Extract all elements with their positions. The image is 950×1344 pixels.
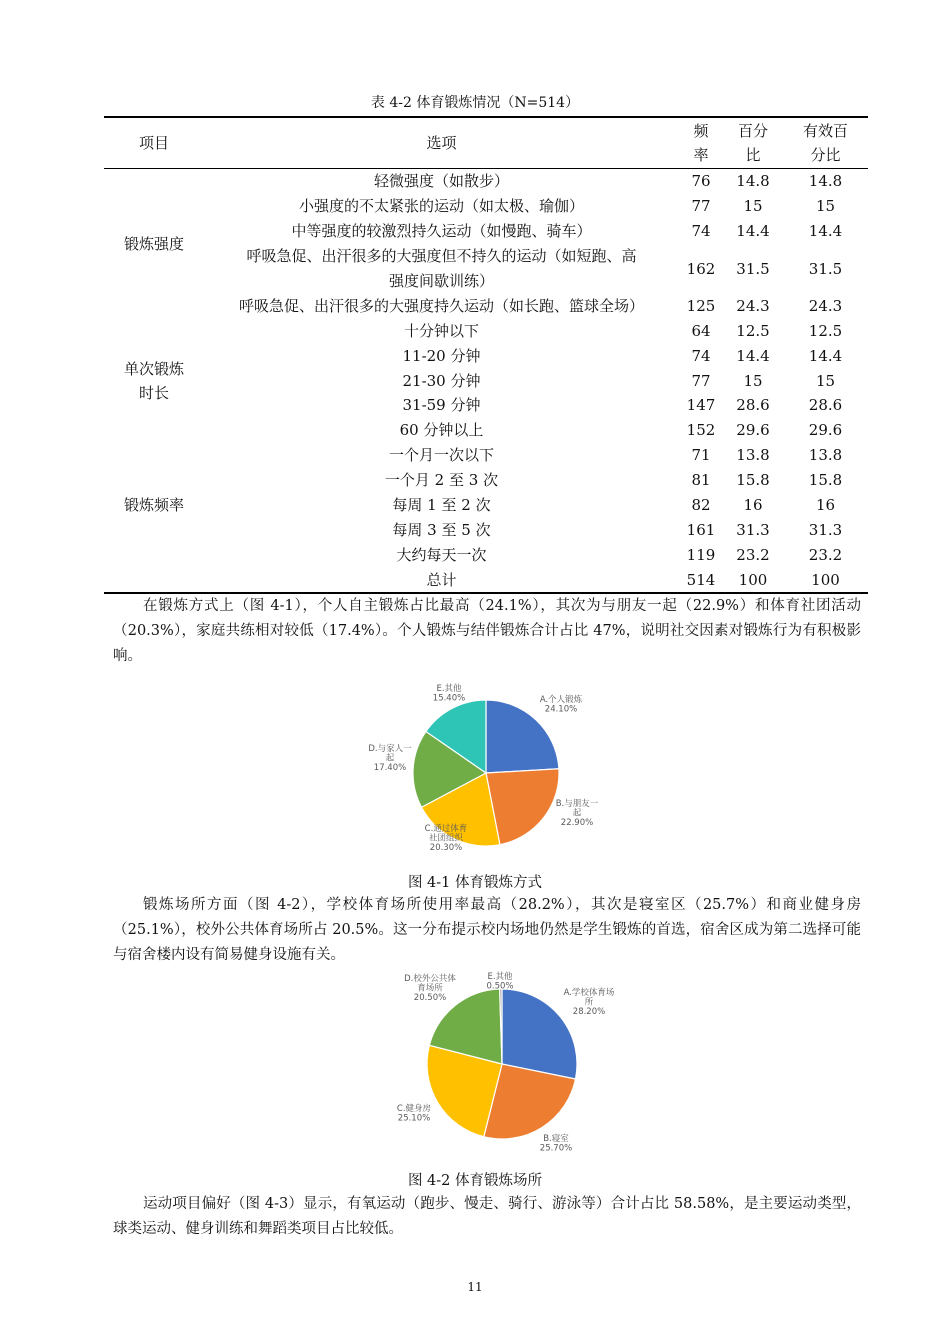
freq-cell: 119	[686, 545, 716, 564]
valid-cell: 29.6	[808, 421, 843, 440]
freq-cell: 74	[691, 222, 711, 241]
paragraph-exercise-mode: 在锻炼方式上（图 4-1），个人自主锻炼占比最高（24.1%），其次为与朋友一起（22.9%）和体育社团活动（20.3%），家庭共练相对较低（17.4%）。个人锻炼与结伴锻炼合计占比 47%，说明社交因素对锻炼行为有积极影响。	[113, 598, 861, 664]
pct-cell: 13.8	[736, 446, 770, 465]
header-frequency: 频 率	[693, 122, 709, 164]
figure-exercise-mode	[0, 678, 950, 868]
table-row	[104, 293, 868, 318]
freq-cell: 125	[686, 296, 716, 315]
option-cell: 中等强度的较激烈持久运动（如慢跑、骑车）	[291, 222, 592, 241]
option-cell: 一个月一次以下	[388, 446, 494, 465]
table-row	[104, 418, 868, 443]
option-cell: 小强度的不太紧张的运动（如太极、瑜伽）	[298, 197, 584, 216]
page-number: 11	[467, 1280, 483, 1294]
pct-cell: 15.8	[736, 471, 770, 490]
pie-slice	[502, 989, 577, 1079]
table-row	[104, 393, 868, 418]
option-cell: 21-30 分钟	[402, 371, 481, 390]
pie-slice-label: E.其他 15.40%	[432, 684, 466, 704]
option-cell-line1: 呼吸急促、出汗很多的大强度但不持久的运动（如短跑、高	[246, 247, 637, 266]
freq-cell: 161	[686, 520, 716, 539]
table-row	[104, 244, 868, 269]
pct-cell: 100	[738, 570, 768, 589]
freq-cell: 82	[691, 496, 711, 515]
valid-cell: 31.3	[808, 520, 843, 539]
category-intensity: 锻炼强度	[123, 234, 184, 253]
header-percent: 百分 比	[737, 122, 768, 164]
valid-cell: 100	[811, 570, 840, 589]
paragraph-exercise-venue: 锻炼场所方面（图 4-2），学校体育场所使用率最高（28.2%），其次是寝室区（25.7%）和商业健身房（25.1%），校外公共体育场所占 20.5%。这一分布提示校内场地仍然是学生锻炼的首选，宿舍区成为第二选择可能与宿舍楼内设有简易健身设施有关。	[113, 897, 861, 963]
figure-caption-4-1: 图 4-1 体育锻炼方式	[407, 875, 543, 891]
valid-cell: 28.6	[808, 396, 843, 415]
valid-cell: 14.8	[808, 172, 843, 191]
freq-cell: 81	[691, 471, 711, 490]
valid-cell: 31.5	[808, 259, 843, 278]
pie-slice-label: E.其他 0.50%	[486, 972, 514, 992]
pct-cell: 16	[743, 496, 763, 515]
table-row	[104, 368, 868, 393]
option-cell: 每周 1 至 2 次	[392, 496, 491, 515]
option-cell-line2: 强度间歇训练）	[388, 272, 494, 290]
freq-cell: 77	[691, 197, 711, 216]
option-cell: 11-20 分钟	[402, 346, 481, 365]
category-duration: 单次锻炼 时长	[123, 359, 184, 402]
valid-cell: 23.2	[808, 545, 843, 564]
table-row	[104, 517, 868, 542]
table-row	[104, 343, 868, 368]
option-cell: 总计	[426, 570, 457, 589]
pct-cell: 23.2	[736, 545, 770, 564]
valid-cell: 24.3	[808, 296, 843, 315]
freq-cell: 77	[691, 371, 711, 390]
freq-cell: 162	[686, 259, 716, 278]
freq-cell: 74	[691, 346, 711, 365]
option-cell: 31-59 分钟	[402, 396, 481, 415]
option-cell: 一个月 2 至 3 次	[384, 471, 499, 490]
option-cell: 大约每天一次	[396, 545, 487, 564]
pct-cell: 28.6	[736, 396, 770, 415]
table-row	[104, 169, 868, 194]
pct-cell: 12.5	[736, 321, 770, 340]
pct-cell: 14.4	[736, 222, 770, 241]
table-row	[104, 493, 868, 518]
valid-cell: 14.4	[808, 222, 843, 241]
option-cell: 每周 3 至 5 次	[392, 520, 491, 539]
freq-cell: 64	[691, 321, 711, 340]
table-row	[104, 318, 868, 343]
pie-slice-label: B.与朋友一起 22.90%	[555, 799, 599, 828]
exercise-stats-table	[104, 116, 868, 594]
pct-cell: 29.6	[736, 421, 770, 440]
pie-slice-label: A.学校体育场所 28.20%	[563, 988, 615, 1017]
header-item: 项目	[138, 134, 169, 152]
freq-cell: 71	[691, 446, 711, 465]
freq-cell: 147	[686, 396, 716, 415]
option-cell: 十分钟以下	[403, 321, 479, 340]
pie-slice-label: B.寝室 25.70%	[539, 1134, 573, 1154]
pct-cell: 14.4	[736, 346, 770, 365]
freq-cell: 514	[686, 570, 716, 589]
table-row	[104, 443, 868, 468]
table-header-row	[104, 117, 868, 169]
valid-cell: 13.8	[808, 446, 843, 465]
category-frequency: 锻炼频率	[123, 496, 184, 515]
pct-cell: 31.5	[736, 259, 770, 278]
valid-cell: 15	[815, 197, 836, 216]
valid-cell: 12.5	[808, 321, 843, 340]
pie-chart-exercise-mode	[0, 678, 950, 868]
table-row	[104, 542, 868, 567]
table-row	[104, 468, 868, 493]
pct-cell: 15	[743, 371, 763, 390]
table-row	[104, 194, 868, 219]
pct-cell: 24.3	[736, 296, 770, 315]
paragraph-sport-preference: 运动项目偏好（图 4-3）显示，有氧运动（跑步、慢走、骑行、游泳等）合计占比 58.58%，是主要运动类型，球类运动、健身训练和舞蹈类项目占比较低。	[113, 1196, 861, 1237]
option-cell: 60 分钟以上	[399, 421, 484, 440]
table-caption: 表 4-2 体育锻炼情况（N=514）	[370, 95, 580, 111]
option-cell: 轻微强度（如散步）	[373, 172, 509, 191]
pct-cell: 15	[743, 197, 763, 216]
valid-cell: 14.4	[808, 346, 843, 365]
freq-cell: 76	[691, 172, 711, 191]
pie-slice-label: A.个人锻炼 24.10%	[539, 695, 583, 715]
pie-slice-label: C.通过体育社团组织 20.30%	[424, 824, 468, 853]
table-total-row	[104, 567, 868, 593]
pie-slice-label: C.健身房 25.10%	[396, 1104, 432, 1124]
valid-cell: 15	[815, 371, 836, 390]
header-option: 选项	[426, 134, 457, 152]
pct-cell: 31.3	[736, 520, 770, 539]
figure-caption-4-2: 图 4-2 体育锻炼场所	[407, 1173, 543, 1189]
pie-slice-label: D.校外公共体育场所 20.50%	[404, 974, 456, 1003]
pct-cell: 14.8	[736, 172, 770, 191]
valid-cell: 16	[815, 496, 836, 515]
freq-cell: 152	[686, 421, 716, 440]
option-cell: 呼吸急促、出汗很多的大强度持久运动（如长跑、篮球全场）	[238, 296, 644, 315]
pie-slice-label: D.与家人一起 17.40%	[368, 744, 412, 773]
valid-cell: 15.8	[808, 471, 843, 490]
table-row	[104, 219, 868, 244]
figure-exercise-venue	[0, 968, 950, 1158]
header-valid-percent: 有效百 分比	[802, 122, 848, 164]
pie-chart-exercise-venue	[0, 968, 950, 1158]
